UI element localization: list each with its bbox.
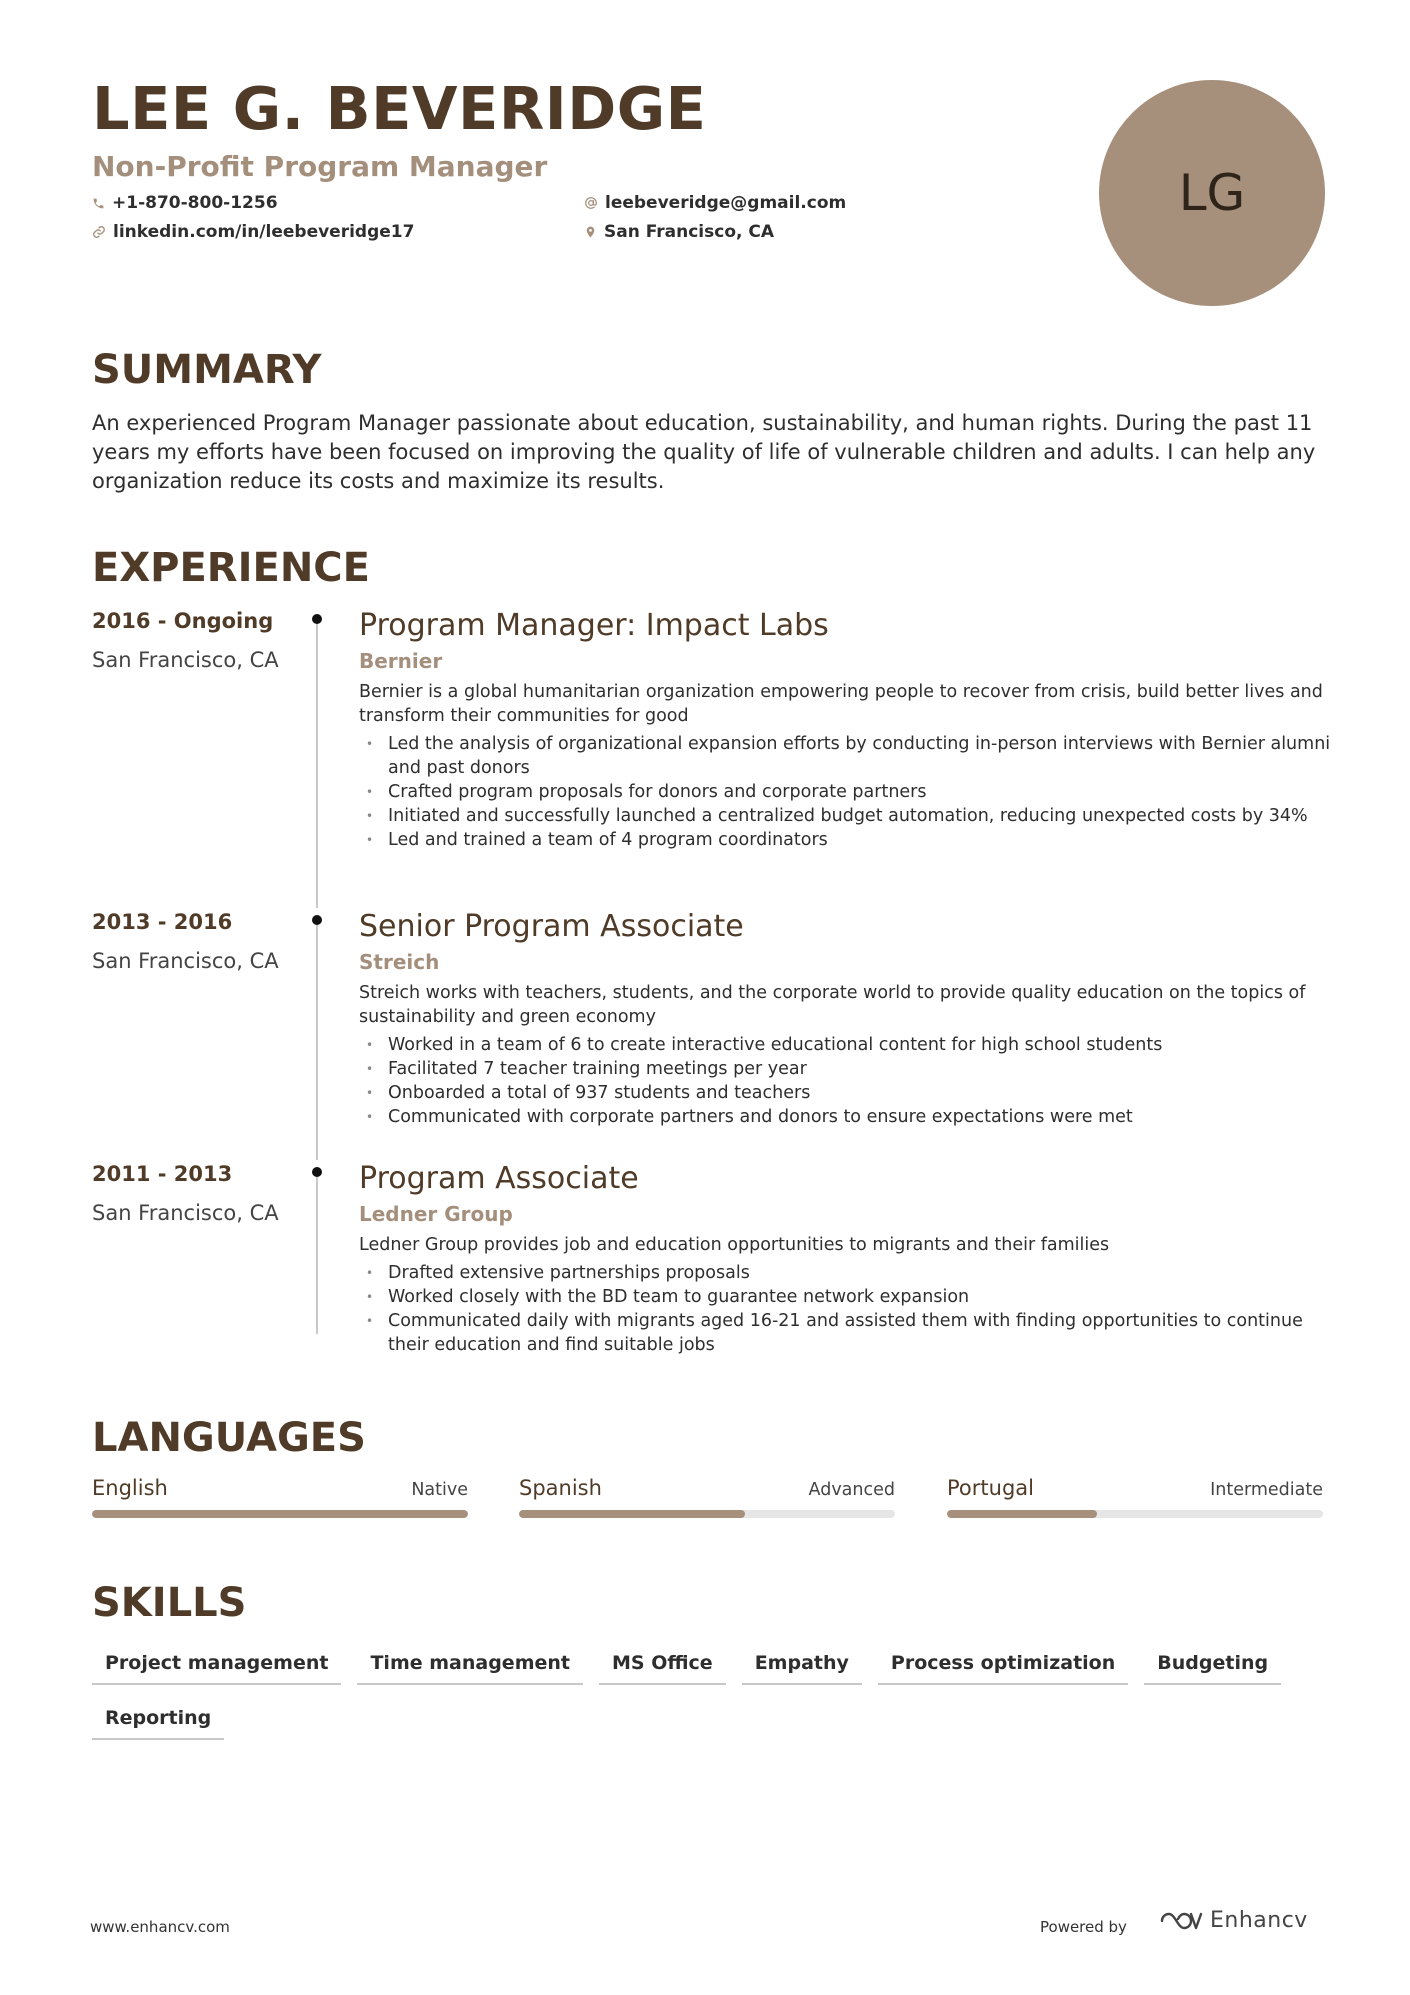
skill-tag: MS Office bbox=[599, 1646, 726, 1685]
job-company: Bernier bbox=[359, 649, 443, 673]
language-proficiency-bar bbox=[519, 1510, 895, 1518]
contact-phone[interactable] bbox=[92, 193, 278, 213]
footer-powered-by: Powered by bbox=[1040, 1918, 1127, 1936]
language-level: Native bbox=[411, 1480, 468, 1500]
job-description: Bernier is a global humanitarian organization empowering people to recover from crisis, build better lives and transform their communities for good bbox=[359, 682, 1323, 726]
job-location: San Francisco, CA bbox=[92, 1201, 279, 1225]
job-company: Ledner Group bbox=[359, 1202, 513, 1226]
at-icon bbox=[584, 196, 598, 210]
timeline-dot bbox=[312, 614, 322, 624]
footer-website-link[interactable]: www.enhancv.com bbox=[90, 1918, 230, 1936]
location-text: San Francisco, CA bbox=[604, 222, 775, 242]
language-proficiency-fill bbox=[519, 1510, 745, 1518]
job-entry bbox=[359, 1160, 1334, 1357]
language-name: Portugal bbox=[947, 1476, 1034, 1500]
job-entry bbox=[359, 607, 1334, 852]
job-description: Streich works with teachers, students, and the corporate world to provide quality education on the topics of sustainability and green economy bbox=[359, 983, 1306, 1027]
timeline-line bbox=[316, 1172, 318, 1334]
skill-tag: Process optimization bbox=[878, 1646, 1128, 1685]
job-location: San Francisco, CA bbox=[92, 648, 279, 672]
language-proficiency-fill bbox=[947, 1510, 1097, 1518]
job-bullet: • Facilitated 7 teacher training meetings per year bbox=[359, 1057, 1334, 1081]
skill-tag: Project management bbox=[92, 1646, 341, 1685]
job-bullets bbox=[359, 732, 1334, 852]
job-dates: 2011 - 2013 bbox=[92, 1162, 233, 1186]
email-text: leebeveridge@gmail.com bbox=[605, 193, 847, 213]
job-bullet: • Communicated daily with migrants aged 16-21 and assisted them with finding opportunities to continue their education and find suitable jobs bbox=[359, 1309, 1334, 1357]
job-bullet: • Crafted program proposals for donors and corporate partners bbox=[359, 780, 1334, 804]
job-description: Ledner Group provides job and education opportunities to migrants and their families bbox=[359, 1235, 1110, 1255]
timeline-line bbox=[316, 620, 318, 908]
skill-tag: Time management bbox=[357, 1646, 583, 1685]
footer-brand-logo[interactable] bbox=[1158, 1908, 1308, 1933]
job-bullets bbox=[359, 1261, 1334, 1357]
job-location: San Francisco, CA bbox=[92, 949, 279, 973]
job-dates: 2013 - 2016 bbox=[92, 910, 233, 934]
job-entry bbox=[359, 908, 1334, 1129]
contact-linkedin[interactable] bbox=[92, 222, 414, 242]
location-pin-icon bbox=[584, 225, 597, 239]
job-title: Senior Program Associate bbox=[359, 909, 744, 944]
language-name: Spanish bbox=[519, 1476, 602, 1500]
job-bullet: • Worked closely with the BD team to guarantee network expansion bbox=[359, 1285, 1334, 1309]
avatar bbox=[1099, 80, 1325, 306]
experience-heading: EXPERIENCE bbox=[92, 545, 370, 591]
job-bullet: • Initiated and successfully launched a centralized budget automation, reducing unexpected costs by 34% bbox=[359, 804, 1334, 828]
language-proficiency-bar bbox=[947, 1510, 1323, 1518]
timeline-line bbox=[316, 920, 318, 1160]
enhancv-logo-icon bbox=[1158, 1909, 1204, 1933]
job-bullet: • Led the analysis of organizational expansion efforts by conducting in-person interviews with Bernier alumni and past donors bbox=[359, 732, 1334, 780]
skill-tag: Empathy bbox=[742, 1646, 862, 1685]
linkedin-text: linkedin.com/in/leebeveridge17 bbox=[113, 222, 415, 242]
summary-text: An experienced Program Manager passionate about education, sustainability, and human rights. During the past 11 years my efforts have been focused on improving the quality of life of vulnerable children and adults. I can help any organization reduce its costs and maximize its results. bbox=[92, 411, 1316, 493]
timeline-dot bbox=[312, 915, 322, 925]
summary-heading: SUMMARY bbox=[92, 347, 322, 393]
language-item bbox=[519, 1476, 895, 1518]
footer-brand-name: Enhancv bbox=[1210, 1908, 1308, 1933]
avatar-initials: LG bbox=[1178, 164, 1246, 222]
skills-heading: SKILLS bbox=[92, 1580, 247, 1626]
job-bullet: • Worked in a team of 6 to create interactive educational content for high school students bbox=[359, 1033, 1334, 1057]
contact-location bbox=[584, 222, 774, 242]
job-dates: 2016 - Ongoing bbox=[92, 609, 274, 633]
job-bullet: • Drafted extensive partnerships proposals bbox=[359, 1261, 1334, 1285]
job-bullets bbox=[359, 1033, 1334, 1129]
skills-list bbox=[92, 1646, 1342, 1740]
job-company: Streich bbox=[359, 950, 440, 974]
job-title: Program Manager: Impact Labs bbox=[359, 608, 829, 643]
language-proficiency-bar bbox=[92, 1510, 468, 1518]
job-bullet: • Led and trained a team of 4 program coordinators bbox=[359, 828, 1334, 852]
contact-email[interactable] bbox=[584, 193, 846, 213]
languages-heading: LANGUAGES bbox=[92, 1415, 366, 1461]
job-bullet: • Communicated with corporate partners and donors to ensure expectations were met bbox=[359, 1105, 1334, 1129]
skill-tag: Budgeting bbox=[1144, 1646, 1281, 1685]
job-bullet: • Onboarded a total of 937 students and teachers bbox=[359, 1081, 1334, 1105]
language-item bbox=[947, 1476, 1323, 1518]
skill-tag: Reporting bbox=[92, 1701, 224, 1740]
candidate-title: Non-Profit Program Manager bbox=[92, 150, 548, 183]
candidate-name: LEE G. BEVERIDGE bbox=[92, 74, 707, 143]
timeline-dot bbox=[312, 1167, 322, 1177]
language-level: Intermediate bbox=[1210, 1480, 1323, 1500]
language-item bbox=[92, 1476, 468, 1518]
link-icon bbox=[92, 225, 106, 239]
phone-text: +1-870-800-1256 bbox=[112, 193, 278, 213]
phone-icon bbox=[92, 197, 105, 210]
language-name: English bbox=[92, 1476, 168, 1500]
language-proficiency-fill bbox=[92, 1510, 468, 1518]
job-title: Program Associate bbox=[359, 1161, 639, 1196]
language-level: Advanced bbox=[808, 1480, 895, 1500]
